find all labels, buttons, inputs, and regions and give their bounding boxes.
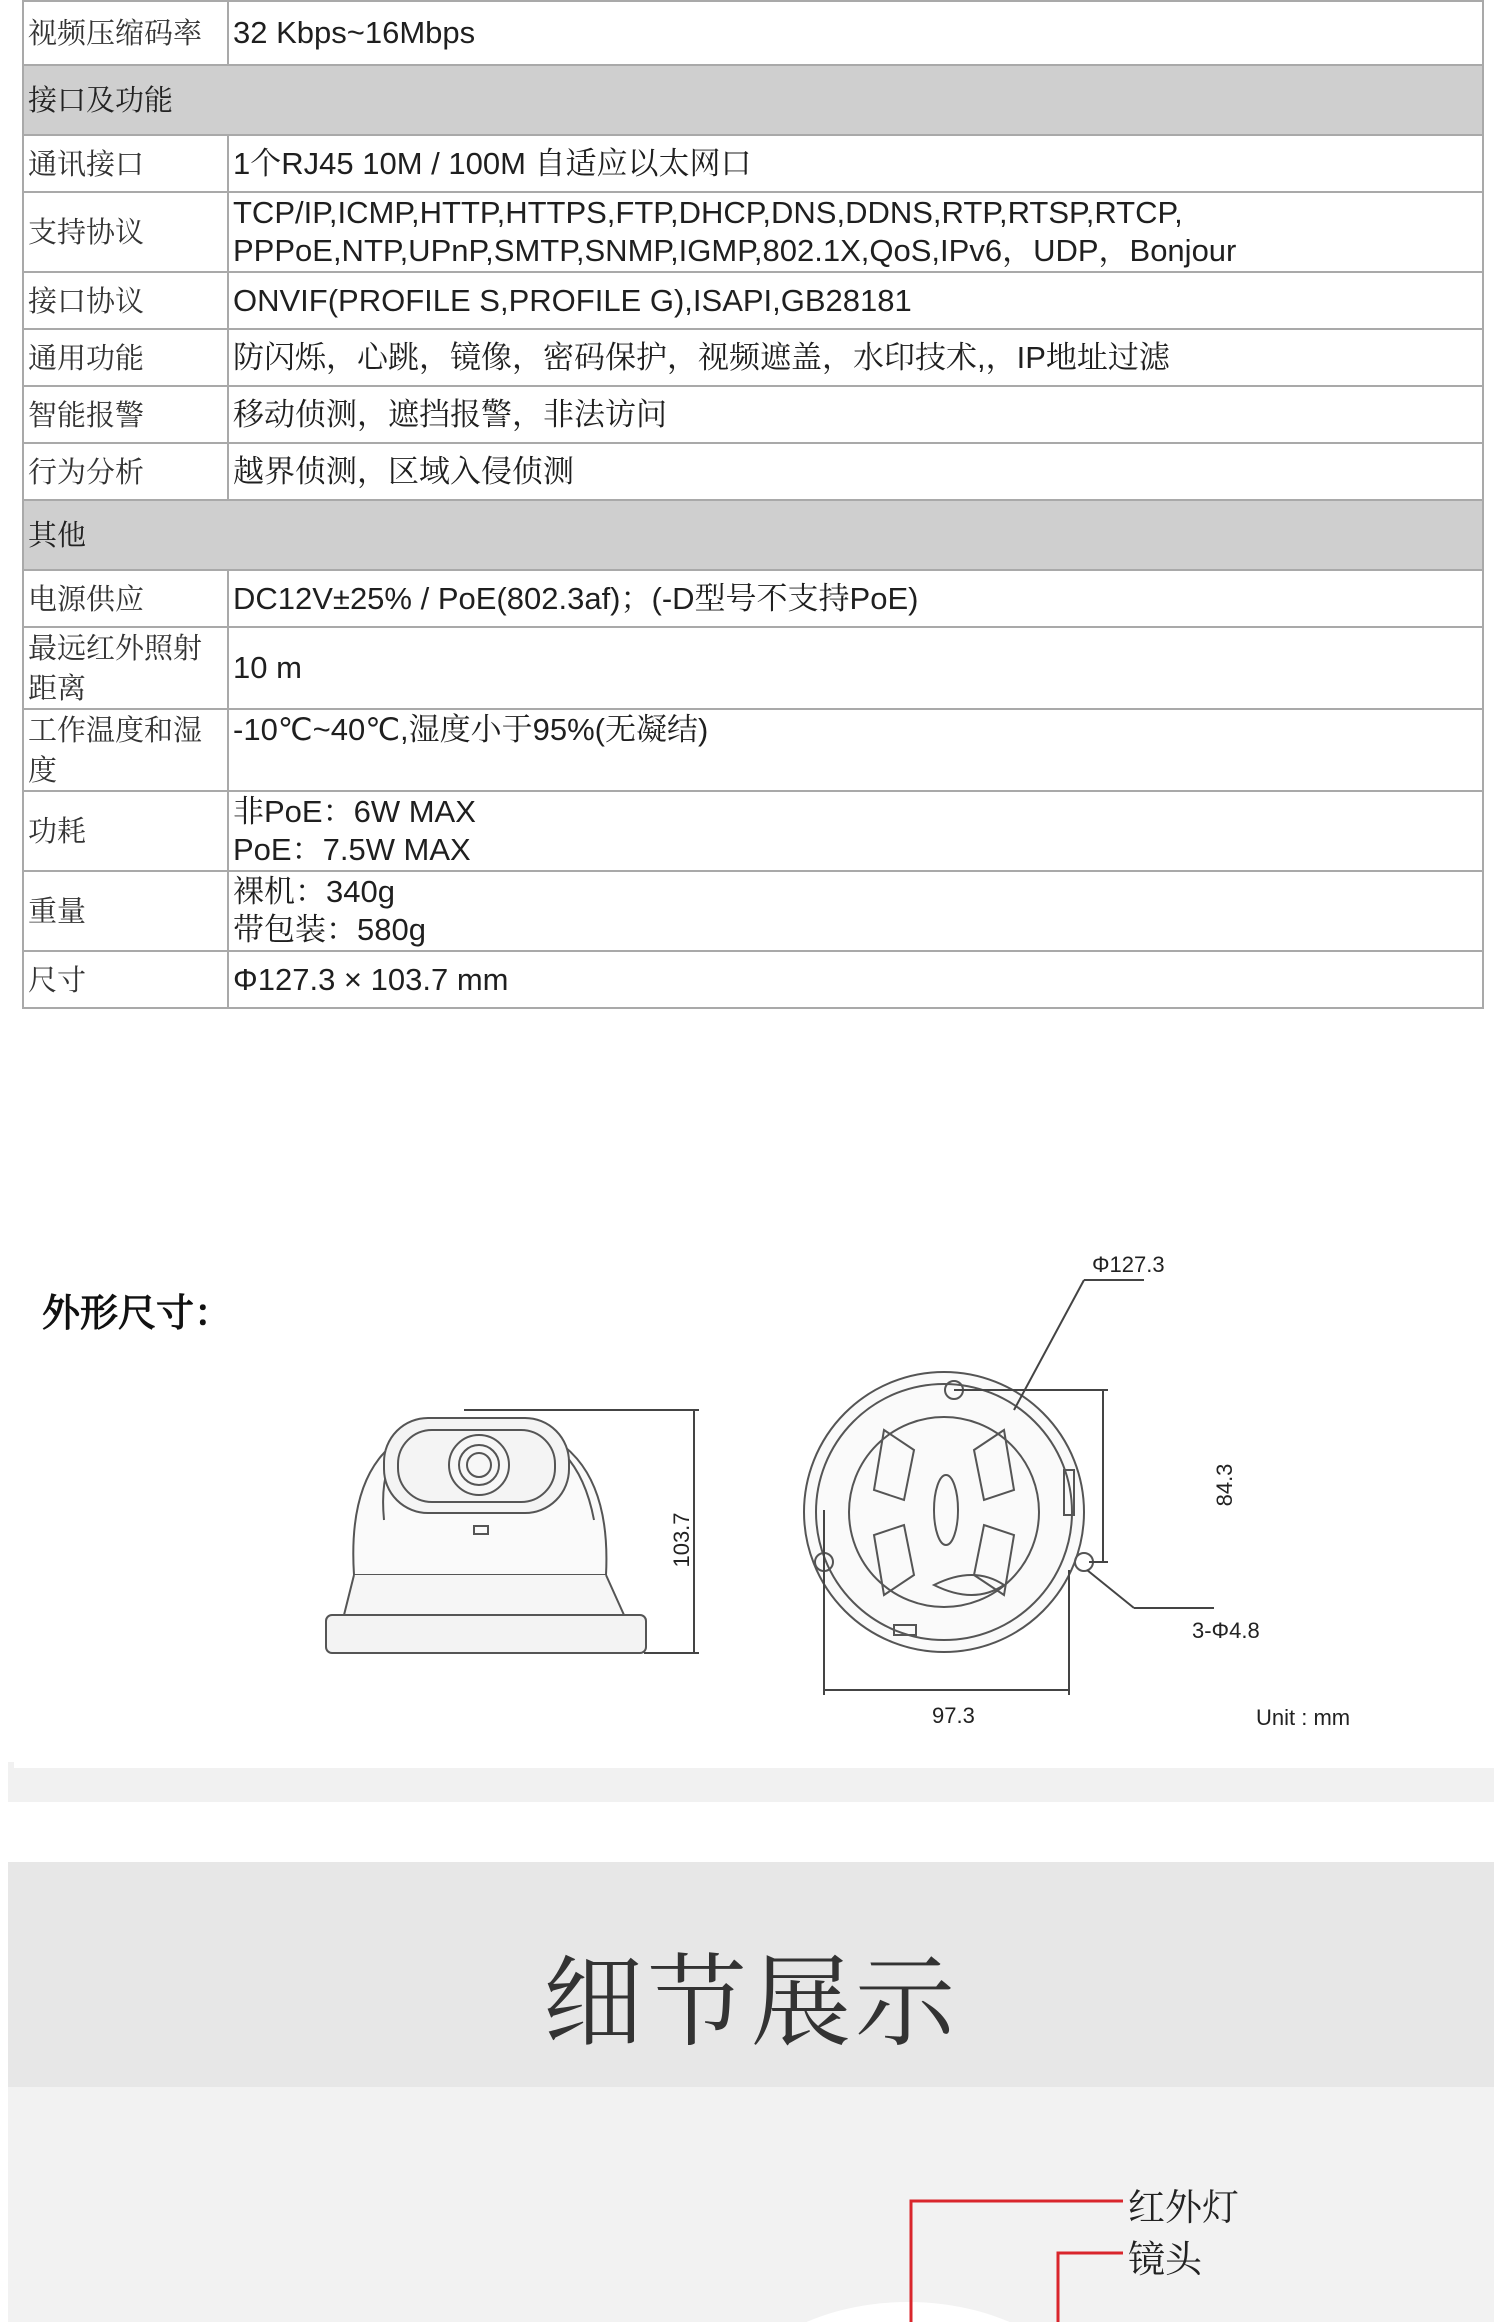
spec-value: 移动侦测，遮挡报警，非法访问 — [233, 396, 667, 432]
spec-row — [23, 192, 1483, 272]
spec-section-row — [23, 65, 1483, 135]
depth-label: 84.3 — [1212, 1463, 1237, 1507]
spec-label: 尺寸 — [23, 951, 228, 1008]
spec-row — [23, 386, 1483, 443]
lens-callout-line — [1058, 2253, 1123, 2322]
spec-label: 工作温度和湿度 — [23, 709, 228, 791]
spec-value: Φ127.3 × 103.7 mm — [233, 961, 509, 997]
spec-value: 32 Kbps~16Mbps — [233, 15, 476, 50]
spec-row — [23, 135, 1483, 192]
spec-value: PPPoE,NTP,UPnP,SMTP,SNMP,IGMP,802.1X,QoS,IPv6，UDP，Bonjour — [233, 233, 1237, 268]
spec-value: PoE：7.5W MAX — [233, 832, 471, 867]
camera-top-view — [804, 1372, 1093, 1652]
callout-ir-led: 红外灯 — [1128, 2186, 1239, 2229]
spec-value: 防闪烁，心跳，镜像，密码保护，视频遮盖，水印技术,，IP地址过滤 — [233, 339, 1170, 375]
callout-lens: 镜头 — [1128, 2238, 1202, 2281]
spec-section-label: 其他 — [23, 500, 1483, 570]
spec-row — [23, 951, 1483, 1008]
unit-label: Unit : mm — [1256, 1705, 1351, 1730]
detail-callout-drawing — [8, 2087, 1494, 2322]
spec-table — [22, 0, 1484, 1009]
detail-section-header — [8, 1862, 1494, 2087]
dimensions-panel — [14, 1240, 1494, 1768]
spec-value-cell — [228, 570, 1483, 627]
spec-value: 10 m — [233, 650, 302, 685]
camera-dome-shape — [728, 2302, 1088, 2322]
spec-label: 接口协议 — [23, 272, 228, 329]
width-label: 97.3 — [932, 1703, 975, 1728]
spec-value-cell — [228, 329, 1483, 386]
spec-row — [23, 627, 1483, 709]
spec-value: TCP/IP,ICMP,HTTP,HTTPS,FTP,DHCP,DNS,DDNS,RTP,RTSP,RTCP, — [233, 195, 1183, 230]
spec-label: 通讯接口 — [23, 135, 228, 192]
spec-table-container — [22, 0, 1484, 1009]
diameter-label: Φ127.3 — [1092, 1252, 1165, 1277]
spec-label: 视频压缩码率 — [23, 1, 228, 65]
spec-row — [23, 791, 1483, 871]
spec-value: DC12V±25% / PoE(802.3af)；(-D型号不支持PoE) — [233, 580, 919, 616]
spec-value-cell — [228, 791, 1483, 871]
spec-value-cell — [228, 386, 1483, 443]
spec-value: 带包装：580g — [233, 912, 426, 947]
dimensions-shadow — [8, 1762, 1494, 1802]
spec-section-row — [23, 500, 1483, 570]
spec-value-cell — [228, 443, 1483, 500]
dimensions-title: 外形尺寸： — [42, 1291, 233, 1335]
ir-led-callout-line — [911, 2201, 1123, 2322]
spec-row — [23, 570, 1483, 627]
spec-value: -10℃~40℃,湿度小于95%(无凝结) — [233, 712, 709, 747]
spec-label: 通用功能 — [23, 329, 228, 386]
detail-section-title: 细节展示 — [543, 1944, 959, 2061]
camera-side-view — [326, 1418, 646, 1653]
spec-row — [23, 329, 1483, 386]
spec-value: 越界侦测，区域入侵侦测 — [233, 453, 574, 489]
spec-row — [23, 272, 1483, 329]
spec-row — [23, 871, 1483, 951]
spec-label: 智能报警 — [23, 386, 228, 443]
spec-value-cell — [228, 135, 1483, 192]
spec-value-cell — [228, 627, 1483, 709]
spec-value: 非PoE：6W MAX — [233, 794, 476, 829]
spec-label: 支持协议 — [23, 192, 228, 272]
spec-row — [23, 443, 1483, 500]
spec-value-cell — [228, 951, 1483, 1008]
spec-row — [23, 1, 1483, 65]
spec-value: 裸机：340g — [233, 874, 395, 909]
spec-label: 电源供应 — [23, 570, 228, 627]
spec-label: 功耗 — [23, 791, 228, 871]
spec-label: 重量 — [23, 871, 228, 951]
spec-value-cell — [228, 709, 1483, 791]
spec-value-cell — [228, 1, 1483, 65]
detail-image-area — [8, 2087, 1494, 2322]
spec-value: 1个RJ45 10M / 100M 自适应以太网口 — [233, 145, 752, 181]
spec-value-cell — [228, 871, 1483, 951]
spec-label: 行为分析 — [23, 443, 228, 500]
spec-label: 最远红外照射距离 — [23, 627, 228, 709]
spec-section-label: 接口及功能 — [23, 65, 1483, 135]
height-label: 103.7 — [669, 1512, 694, 1568]
hole-label: 3-Φ4.8 — [1192, 1618, 1260, 1643]
spec-value: ONVIF(PROFILE S,PROFILE G),ISAPI,GB28181 — [233, 282, 912, 318]
dimension-drawing — [14, 1240, 1494, 1768]
spec-value-cell — [228, 272, 1483, 329]
spec-row — [23, 709, 1483, 791]
spec-value-cell — [228, 192, 1483, 272]
